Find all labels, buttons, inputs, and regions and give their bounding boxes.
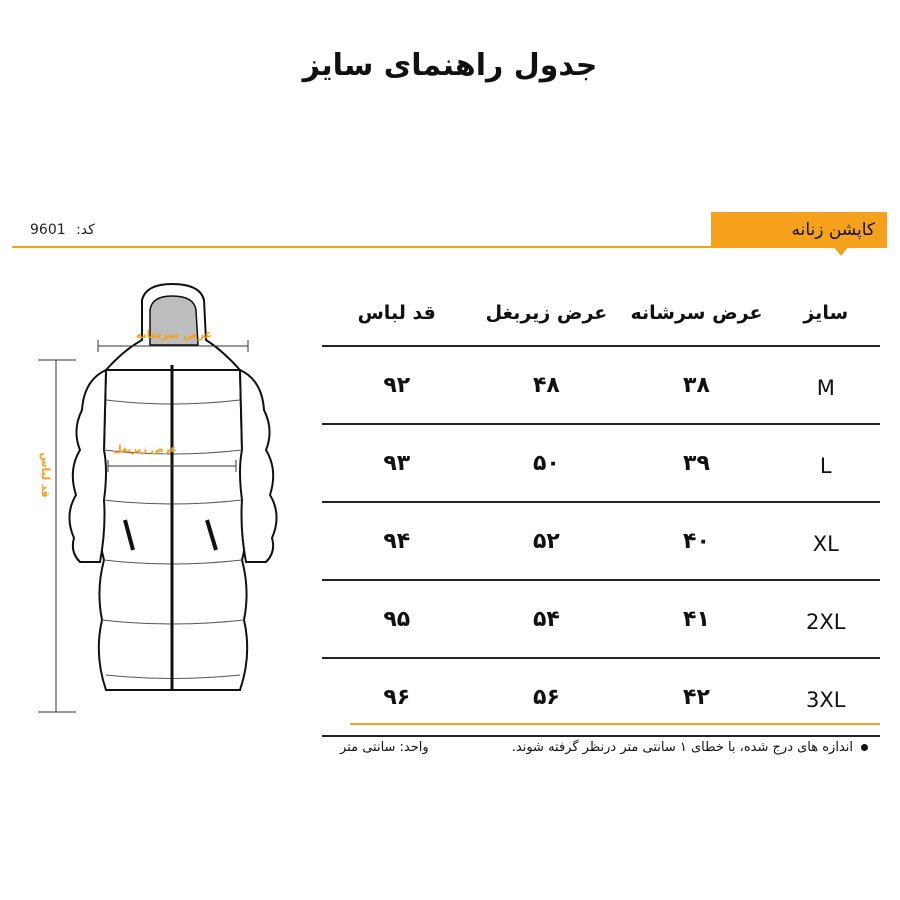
cell-armpit: ۵۶ [471, 658, 621, 736]
shoulder-label: عرض سرشانه [135, 328, 213, 341]
cell-length: ۹۴ [322, 502, 471, 580]
cell-size: M [772, 346, 880, 424]
cell-armpit: ۵۲ [471, 502, 621, 580]
tab-pointer [833, 246, 849, 256]
table-row [322, 424, 880, 502]
tolerance-note-text: اندازه های درج شده، با خطای ۱ سانتی متر درنظر گرفته شوند. [511, 740, 853, 755]
cell-shoulder: ۴۲ [621, 658, 771, 736]
cell-armpit: ۵۰ [471, 424, 621, 502]
cell-shoulder: ۴۱ [621, 580, 771, 658]
cell-length: ۹۲ [322, 346, 471, 424]
product-code-label: کد: [76, 222, 95, 238]
header-armpit: عرض زیربغل [471, 280, 621, 346]
table-header-row [322, 280, 880, 346]
header-size: سایز [772, 280, 880, 346]
cell-length: ۹۳ [322, 424, 471, 502]
cell-size: 3XL [772, 658, 880, 736]
tolerance-note [512, 740, 868, 755]
unit-note: واحد: سانتی متر [340, 740, 429, 755]
table-row [322, 502, 880, 580]
table-row [322, 346, 880, 424]
coat-right-sleeve [240, 370, 277, 562]
coat-left-sleeve [69, 370, 106, 562]
size-table [322, 280, 880, 737]
header-shoulder: عرض سرشانه [621, 280, 771, 346]
header-length: قد لباس [322, 280, 471, 346]
cell-length: ۹۵ [322, 580, 471, 658]
product-category-label: کاپشن زنانه [791, 219, 875, 240]
product-code [30, 222, 95, 238]
armpit-label: عرض زیربغل [112, 444, 178, 455]
cell-armpit: ۴۸ [471, 346, 621, 424]
cell-size: L [772, 424, 880, 502]
cell-length: ۹۶ [322, 658, 471, 736]
cell-size: 2XL [772, 580, 880, 658]
cell-shoulder: ۳۸ [621, 346, 771, 424]
length-measure-line [38, 360, 76, 712]
cell-size: XL [772, 502, 880, 580]
table-row [322, 580, 880, 658]
cell-shoulder: ۳۹ [621, 424, 771, 502]
product-category-tab [711, 212, 887, 247]
footer-divider [350, 723, 880, 725]
cell-shoulder: ۴۰ [621, 502, 771, 580]
product-code-value: 9601 [30, 222, 66, 238]
length-label: قد لباس [39, 452, 52, 498]
bullet-dot [861, 744, 868, 751]
cell-armpit: ۵۴ [471, 580, 621, 658]
coat-diagram [0, 270, 320, 730]
page-title: جدول راهنمای سایز [302, 48, 598, 83]
